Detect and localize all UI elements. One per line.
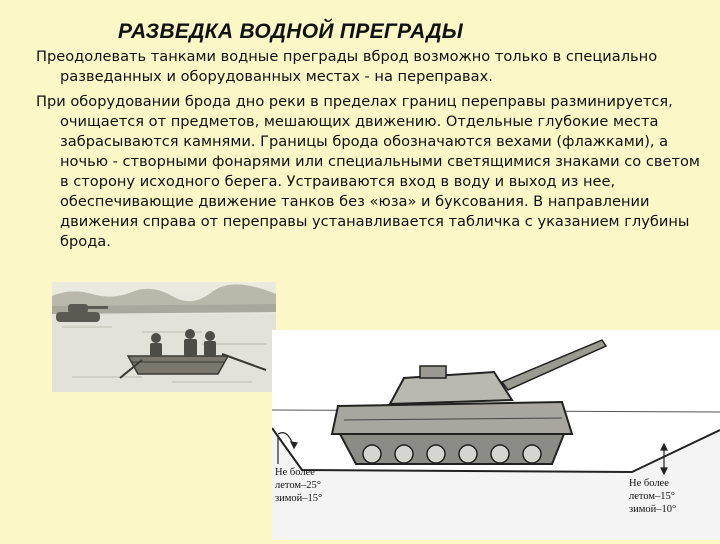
slide-title: РАЗВЕДКА ВОДНОЙ ПРЕГРАДЫ (118, 20, 464, 43)
entry-slope-note (275, 466, 322, 505)
exit-note-summer: летом–15° (629, 491, 675, 502)
entry-note-winter: зимой–15° (275, 493, 323, 504)
paragraph-crossing-rule: Преодолевать танками водные преграды вброд возможно только в специально разведанных и оборудованных местах - на переправах. (36, 48, 658, 85)
exit-note-winter: зимой–10° (629, 504, 677, 515)
entry-note-line: Не более (275, 467, 315, 478)
exit-note-line: Не более (629, 478, 669, 489)
paragraph-ford-equipment: При оборудовании брода дно реки в пределах границ переправы разминируется, очищается от предметов, мешающих движению. Отдельные глубокие места забрасываются камнями. Границы брода обозначаются вехами (флажками), а ночью - створными фонарями или специальными светящимися знаками со светом в сторону исходного берега. Устраиваются вход в воду и выход из нее, обеспечивающие движение танков без «юза» и буксования. В направлении движения справа от переправы устанавливается табличка с указанием глубины брода. (36, 93, 700, 250)
entry-note-summer: летом–25° (275, 480, 321, 491)
exit-slope-note (629, 477, 676, 516)
tank-illustration (332, 340, 606, 464)
reconnaissance-photo (52, 282, 276, 392)
